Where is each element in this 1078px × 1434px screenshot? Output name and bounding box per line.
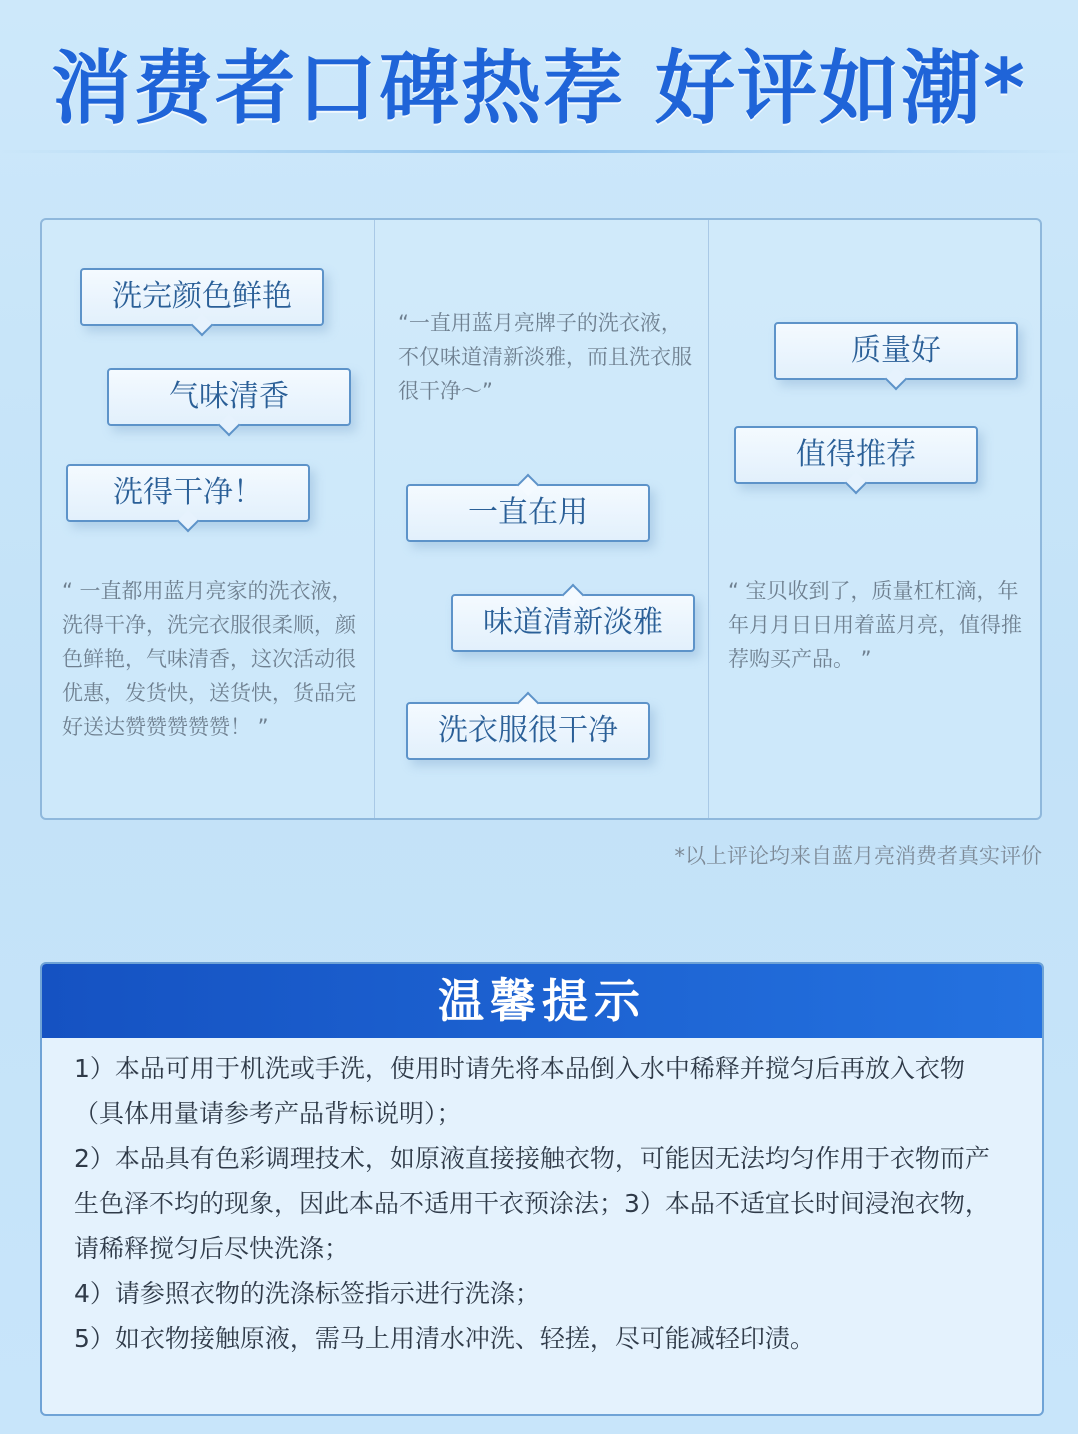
- reviews-panel: [40, 218, 1042, 820]
- review-quote: “ 宝贝收到了，质量杠杠滴，年年月月日日用着蓝月亮，值得推荐购买产品。 ”: [728, 579, 1022, 671]
- column-divider: [708, 220, 709, 818]
- tip-item: 2）本品具有色彩调理技术，如原液直接接触衣物，可能因无法均匀作用于衣物而产生色泽不均的现象，因此本品不适用干衣预涂法；3）本品不适宜长时间浸泡衣物，请稀释搅匀后尽快洗涤；: [74, 1144, 990, 1263]
- tip-item: 5）如衣物接触原液，需马上用清水冲洗、轻搓，尽可能减轻印渍。: [74, 1324, 815, 1353]
- review-tag: 洗衣服很干净: [406, 702, 650, 760]
- title-divider: [0, 150, 1078, 153]
- tips-heading: 温馨提示: [42, 964, 1042, 1038]
- review-quote: “ 一直都用蓝月亮家的洗衣液，洗得干净，洗完衣服很柔顺，颜色鲜艳，气味清香，这次活动很优惠，发货快，送货快，货品完好送达赞赞赞赞赞！ ”: [62, 579, 356, 739]
- review-tag: 味道清新淡雅: [451, 594, 695, 652]
- review-tag: 洗完颜色鲜艳: [80, 268, 324, 326]
- review-tag: 一直在用: [406, 484, 650, 542]
- tip-item: 1）本品可用于机洗或手洗，使用时请先将本品倒入水中稀释并搅匀后再放入衣物（具体用量请参考产品背标说明）；: [74, 1054, 965, 1128]
- tips-panel: [40, 962, 1044, 1416]
- page-title: 消费者口碑热荐 好评如潮*: [51, 42, 1027, 135]
- review-tag: 质量好: [774, 322, 1018, 380]
- tips-body: [42, 1038, 1042, 1361]
- tip-item: 4）请参照衣物的洗涤标签指示进行洗涤；: [74, 1279, 540, 1308]
- review-tag: 气味清香: [107, 368, 351, 426]
- footnote: *以上评论均来自蓝月亮消费者真实评价: [674, 844, 1042, 868]
- column-divider: [374, 220, 375, 818]
- review-quote: “一直用蓝月亮牌子的洗衣液，不仅味道清新淡雅，而且洗衣服很干净～”: [398, 311, 692, 403]
- review-tag: 洗得干净！: [66, 464, 310, 522]
- review-tag: 值得推荐: [734, 426, 978, 484]
